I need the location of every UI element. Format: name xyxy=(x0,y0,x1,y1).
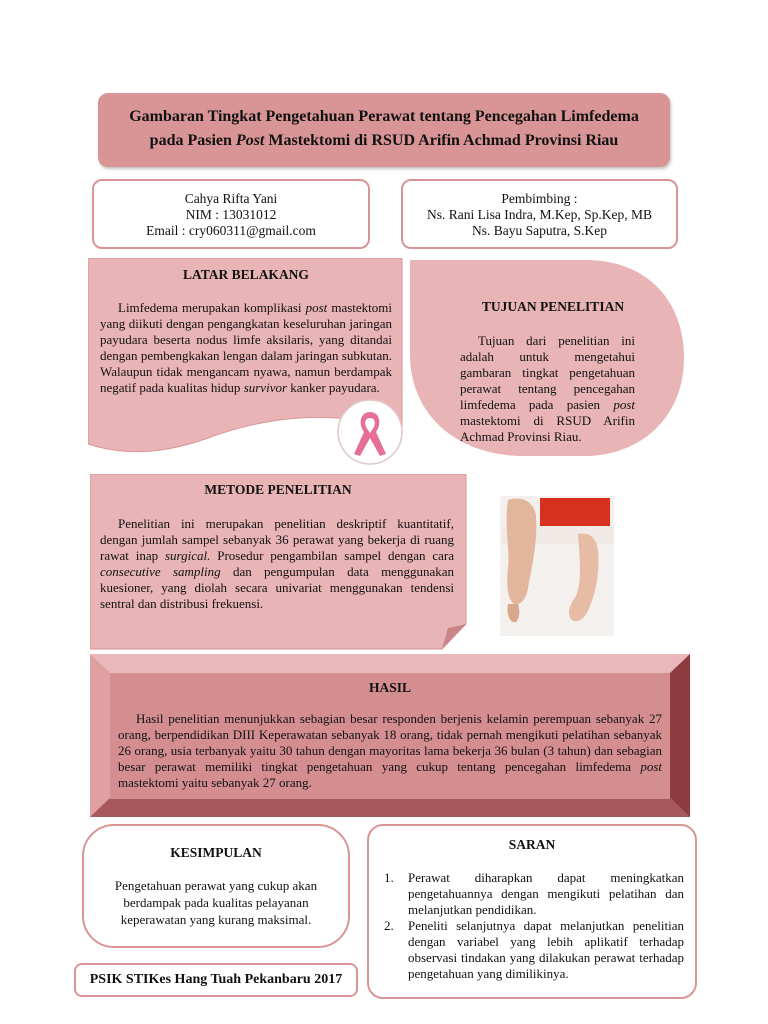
tujuan-text-2: mastektomi di RSUD Arifin Achmad Provinsi Riau. xyxy=(460,413,635,444)
title-line-2-italic: Post xyxy=(235,132,265,149)
title-line-1: Gambaran Tingkat Pengetahuan Perawat tentang Pencegahan Limfedema xyxy=(129,108,639,125)
metode-text-italic-2: consecutive sampling xyxy=(100,564,221,579)
author-name: Cahya Rifta Yani xyxy=(184,191,278,206)
saran-item-text: Peneliti selanjutnya dapat melanjutkan penelitian dengan variabel yang lebih aplikatif terhadap observasi tindakan yang dilakukan perawat terhadap pengetahuan yang dimilikinya. xyxy=(408,918,684,981)
saran-item xyxy=(384,870,684,918)
saran-list xyxy=(384,870,684,982)
hasil-text-2: mastektomi yaitu sebanyak 27 orang. xyxy=(118,775,312,790)
footer-institution: PSIK STIKes Hang Tuah Pekanbaru 2017 xyxy=(74,963,358,997)
author-box xyxy=(92,179,370,249)
advisor-box xyxy=(401,179,678,249)
saran-item xyxy=(384,918,684,982)
title-line-2 xyxy=(98,129,670,153)
kesimpulan-title: KESIMPULAN xyxy=(170,845,262,860)
metode-text-2: Prosedur pengambilan sampel dengan cara xyxy=(210,548,454,563)
latar-text-2: mastektomi yang diikuti dengan pengangkatan keseluruhan jaringan payudara beserta nodus limfe aksilaris, yang ditandai dengan pembengkakan lengan dalam jaringan subkutan. Walaupun tidak mengancam nyawa, namun berdampak negatif pada kualitas hidup xyxy=(100,300,392,395)
metode-text-italic-1: surgical. xyxy=(164,548,211,563)
advisor-heading: Pembimbing : xyxy=(501,191,578,206)
hasil-text-italic: post xyxy=(640,759,662,774)
hasil-text xyxy=(118,711,662,791)
pink-ribbon-icon xyxy=(336,398,404,466)
metode-text-1: Penelitian ini merupakan penelitian deskriptif kuantitatif, dengan jumlah sampel sebanyak 36 perawat yang bekerja di ruang rawat inap xyxy=(100,516,454,563)
author-nim: NIM : 13031012 xyxy=(185,207,277,222)
hasil-text-1: Hasil penelitian menunjukkan sebagian besar responden berjenis kelamin perempuan sebanyak 27 orang, berpendidikan DIII Keperawatan sebanyak 18 orang, tidak pernah mengikuti pelatihan sebanyak 26 orang, usia terbanyak yaitu 30 tahun dengan mayoritas lama bekerja 36 bulan (3 tahun) dan sebagian besar perawat memiliki tingkat pengetahuan yang cukup tentang pencegahan limfedema xyxy=(118,711,662,774)
latar-text-italic-2: survivor xyxy=(243,380,288,395)
metode-text-3: dan pengumpulan data menggunakan kuesioner, yang diolah secara univariat menggunakan tendensi sentral dan distribusi frekuensi. xyxy=(100,564,454,611)
title-line-2-start: pada Pasien xyxy=(149,132,236,149)
latar-belakang-title: LATAR BELAKANG xyxy=(183,267,309,282)
tujuan-penelitian-text xyxy=(460,333,635,445)
kesimpulan-text: Pengetahuan perawat yang cukup akan berdampak pada kualitas pelayanan keperawatan yang kurang maksimal. xyxy=(114,878,318,927)
latar-belakang-text xyxy=(100,300,392,396)
saran-title: SARAN xyxy=(508,837,556,852)
saran-item-number: 2. xyxy=(384,918,394,933)
latar-text-1: Limfedema merupakan komplikasi xyxy=(118,300,306,315)
metode-penelitian-text xyxy=(100,516,454,612)
tujuan-penelitian-title: TUJUAN PENELITIAN xyxy=(481,299,625,314)
lymphedema-arm-photo xyxy=(500,496,614,636)
metode-penelitian-title: METODE PENELITIAN xyxy=(204,482,352,497)
latar-text-3: kanker payudara. xyxy=(287,380,380,395)
hasil-title: HASIL xyxy=(368,680,412,695)
author-email: Email : cry060311@gmail.com xyxy=(146,223,316,238)
saran-item-text: Perawat diharapkan dapat meningkatkan pengetahuannya dengan mengikuti pelatihan dan melanjutkan pendidikan. xyxy=(408,870,684,917)
tujuan-text-italic: post xyxy=(613,397,635,412)
latar-text-italic-1: post xyxy=(305,300,328,315)
title-line-2-end: Mastektomi di RSUD Arifin Achmad Provinsi Riau xyxy=(264,132,619,149)
saran-item-number: 1. xyxy=(384,870,394,885)
advisor-1: Ns. Rani Lisa Indra, M.Kep, Sp.Kep, MB xyxy=(427,207,652,222)
advisor-2: Ns. Bayu Saputra, S.Kep xyxy=(472,223,607,238)
tujuan-text-1: Tujuan dari penelitian ini adalah untuk mengetahui gambaran tingkat pengetahuan perawat tentang pencegahan limfedema pada pasien xyxy=(460,333,635,412)
poster-title xyxy=(98,93,670,167)
